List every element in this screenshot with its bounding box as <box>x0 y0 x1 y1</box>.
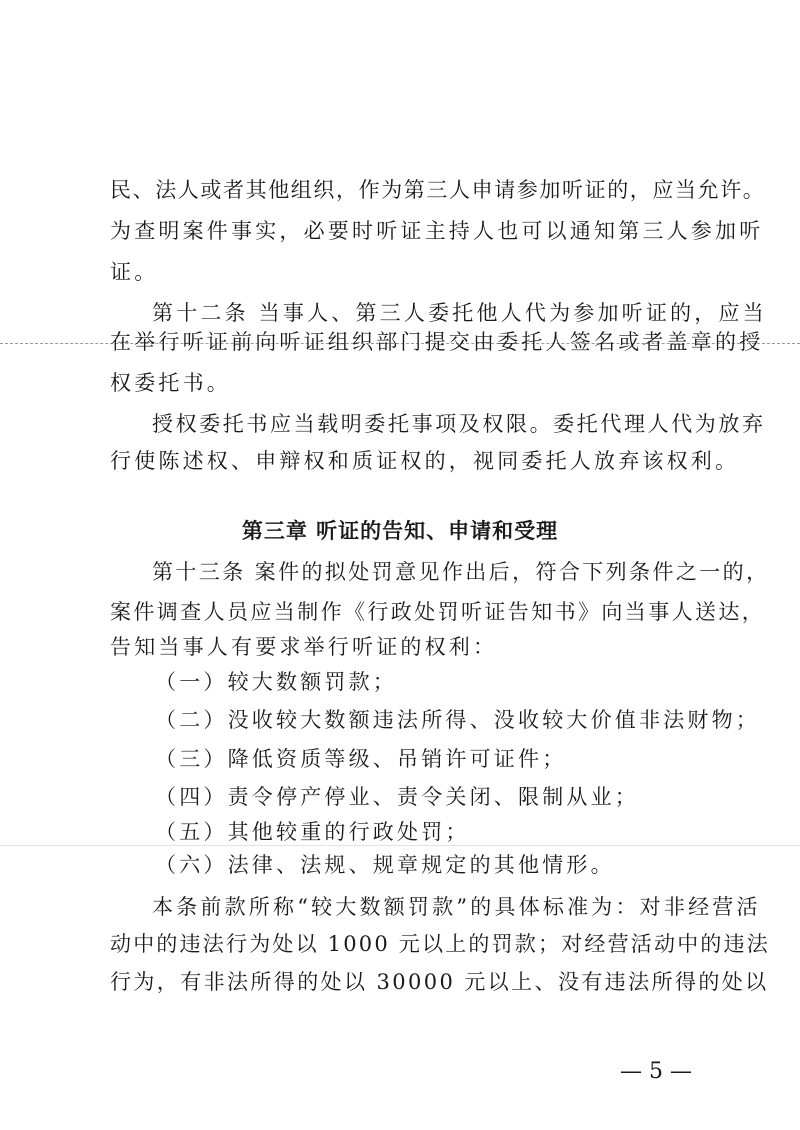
text-line-top-2: 为查明案件事实，必要时听证主持人也可以通知第三人参加听 <box>110 219 764 243</box>
condition-5: （五）其他较重的行政处罚； <box>155 820 470 844</box>
chapter-heading: 第三章 听证的告知、申请和受理 <box>241 519 559 543</box>
text-line-top-1: 民、法人或者其他组织，作为第三人申请参加听证的，应当允许。 <box>110 178 766 202</box>
condition-1: （一）较大数额罚款； <box>155 670 397 694</box>
condition-4: （四）责令停产停业、责令关闭、限制从业； <box>155 785 639 809</box>
article-12-line-2: 在举行听证前向听证组织部门提交由委托人签名或者盖章的授 <box>110 330 764 354</box>
page-number: — 5 — <box>620 1059 692 1084</box>
standard-line-1: 本条前款所称“较大数额罚款”的具体标准为：对非经营活 <box>152 895 761 919</box>
article-13-line-3: 告知当事人有要求举行听证的权利： <box>110 635 498 659</box>
condition-2: （二）没收较大数额违法所得、没收较大价值非法财物； <box>155 708 760 732</box>
article-12-line-3: 权委托书。 <box>110 371 231 395</box>
standard-line-2: 动中的违法行为处以 1000 元以上的罚款；对经营活动中的违法 <box>110 932 770 956</box>
text-line-top-3: 证。 <box>110 260 159 284</box>
condition-6: （六）法律、法规、规章规定的其他情形。 <box>155 853 615 877</box>
scan-artifact-line-light <box>0 845 800 846</box>
condition-3: （三）降低资质等级、吊销许可证件； <box>155 747 567 771</box>
authorization-line-1: 授权委托书应当载明委托事项及权限。委托代理人代为放弃 <box>152 412 766 436</box>
standard-line-3: 行为，有非法所得的处以 30000 元以上、没有违法所得的处以 <box>110 970 769 994</box>
article-13-line-1: 第十三条 案件的拟处罚意见作出后，符合下列条件之一的， <box>152 560 770 584</box>
article-13-line-2: 案件调查人员应当制作《行政处罚听证告知书》向当事人送达， <box>110 600 766 624</box>
article-12-line-1: 第十二条 当事人、第三人委托他人代为参加听证的，应当 <box>152 301 767 325</box>
authorization-line-2: 行使陈述权、申辩权和质证权的，视同委托人放弃该权利。 <box>110 449 740 473</box>
